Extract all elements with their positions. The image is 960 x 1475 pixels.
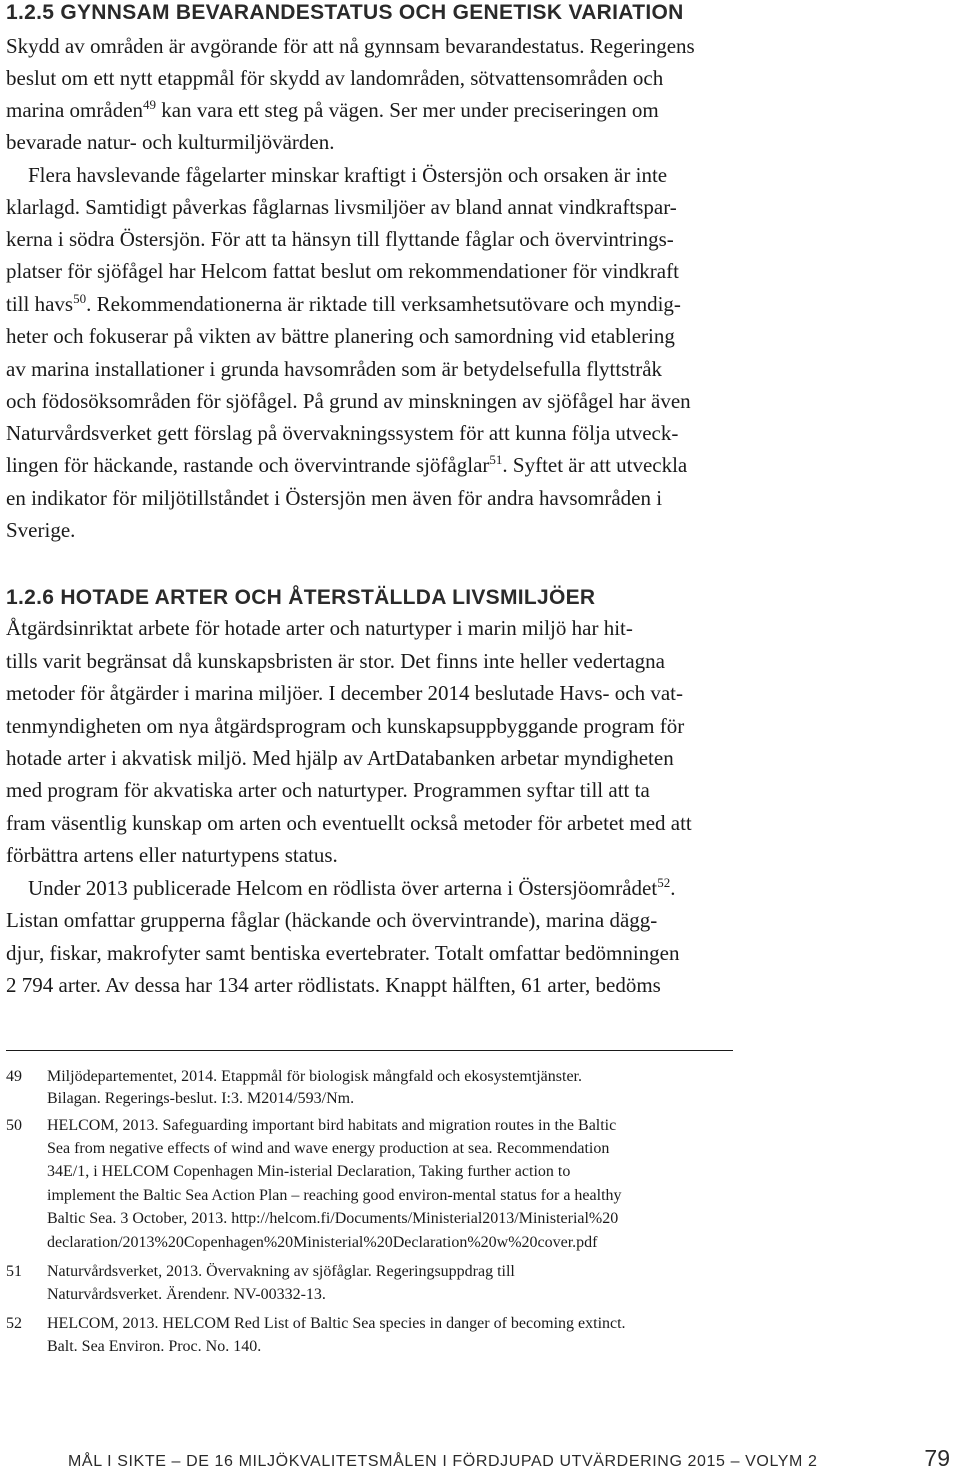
footnote-number: 50	[6, 1117, 22, 1134]
body-line: av marina installationer i grunda havsområden som är betydelsefulla flyttstråk	[6, 357, 663, 381]
body-line: kerna i södra Östersjön. För att ta hänsyn till flyttande fåglar och övervintrings-	[6, 227, 674, 251]
footnote-ref-49[interactable]: 49	[143, 97, 157, 112]
body-line: och födosöksområden för sjöfågel. På grund av minskningen av sjöfågel har även	[6, 389, 691, 413]
body-line: Listan omfattar grupperna fåglar (häckande och övervintrande), marina dägg-	[6, 908, 658, 932]
footnote-text: 34E/1, i HELCOM Copenhagen Min-isterial Declaration, Taking further action to	[47, 1163, 571, 1180]
footnote-ref-50[interactable]: 50	[73, 291, 87, 306]
body-line: förbättra artens eller naturtypens status.	[6, 843, 338, 867]
body-line: klarlagd. Samtidigt påverkas fåglarnas livsmiljöer av bland annat vindkraftspar-	[6, 195, 677, 219]
footnote-text: implement the Baltic Sea Action Plan – reaching good environ-mental status for a healthy	[47, 1187, 622, 1204]
footnote-text: Bilagan. Regerings-beslut. I:3. M2014/593/Nm.	[47, 1090, 355, 1107]
footnote-divider	[6, 1050, 733, 1051]
footnote-text: Balt. Sea Environ. Proc. No. 140.	[47, 1338, 262, 1355]
footnote-text: Miljödepartementet, 2014. Etappmål för biologisk mångfald och ekosystemtjänster.	[47, 1068, 582, 1085]
body-line: fram väsentlig kunskap om arten och eventuellt också metoder för arbetet med att	[6, 811, 692, 835]
body-line: platser för sjöfågel har Helcom fattat beslut om rekommendationer för vindkraft	[6, 259, 679, 283]
body-line: tenmyndigheten om nya åtgärdsprogram och kunskapsuppbyggande program för	[6, 714, 685, 738]
body-line: heter och fokuserar på vikten av bättre planering och samordning vid etablering	[6, 324, 675, 348]
body-line: beslut om ett nytt etappmål för skydd av landområden, sötvattensområden och	[6, 66, 664, 90]
body-line: Skydd av områden är avgörande för att nå gynnsam bevarandestatus. Regeringens	[6, 34, 695, 58]
footnote-text: Naturvårdsverket. Ärendenr. NV-00332-13.	[47, 1286, 326, 1303]
body-line: med program för akvatiska arter och naturtyper. Programmen syftar till att ta	[6, 778, 650, 802]
body-line: Åtgärdsinriktat arbete för hotade arter och naturtyper i marin miljö har hit-	[6, 616, 633, 640]
body-line: tills varit begränsat då kunskapsbristen är stor. Det finns inte heller vedertagna	[6, 649, 665, 673]
footnote-number: 49	[6, 1068, 22, 1085]
footnote-ref-51[interactable]: 51	[489, 452, 503, 467]
section-heading-1-2-6: 1.2.6 HOTADE ARTER OCH ÅTERSTÄLLDA LIVSMILJÖER	[6, 586, 596, 609]
body-line: lingen för häckande, rastande och övervintrande sjöfåglar$^{51}$. Syftet är att utveckla	[6, 452, 688, 477]
body-line: hotade arter i akvatisk miljö. Med hjälp av ArtDatabanken arbetar myndigheten	[6, 746, 674, 770]
footnote-text: HELCOM, 2013. HELCOM Red List of Baltic Sea species in danger of becoming extinct.	[47, 1315, 626, 1332]
body-line: Flera havslevande fågelarter minskar kraftigt i Östersjön och orsaken är inte	[28, 163, 668, 187]
footnote-link[interactable]: declaration/2013%20Copenhagen%20Ministerial%20Declaration%20w%20cover.pdf	[47, 1234, 598, 1251]
body-line: Sverige.	[6, 518, 76, 542]
body-line: marina områden$^{49}$ kan vara ett steg på vägen. Ser mer under preciseringen om	[6, 97, 659, 122]
footnote-number: 51	[6, 1263, 22, 1280]
body-line: djur, fiskar, makrofyter samt bentiska evertebrater. Totalt omfattar bedömningen	[6, 941, 680, 965]
footnote-text: HELCOM, 2013. Safeguarding important bird habitats and migration routes in the Baltic	[47, 1117, 617, 1134]
footnote-number: 52	[6, 1315, 22, 1332]
footnote-link[interactable]: Baltic Sea. 3 October, 2013. http://helcom.fi/Documents/Ministerial2013/Ministerial%20	[47, 1210, 619, 1227]
body-line: Naturvårdsverket gett förslag på övervakningssystem för att kunna följa utveck-	[6, 421, 679, 445]
body-line: en indikator för miljötillståndet i Östersjön men även för andra havsområden i	[6, 486, 663, 510]
body-line: metoder för åtgärder i marina miljöer. I december 2014 beslutade Havs- och vat-	[6, 681, 683, 705]
footnote-text: Naturvårdsverket, 2013. Övervakning av sjöfåglar. Regeringsuppdrag till	[47, 1263, 515, 1280]
body-line: bevarade natur- och kulturmiljövärden.	[6, 130, 335, 154]
running-footer: MÅL I SIKTE – DE 16 MILJÖKVALITETSMÅLEN I FÖRDJUPAD UTVÄRDERING 2015 – VOLYM 2	[68, 1453, 818, 1470]
body-line: till havs$^{50}$. Rekommendationerna är riktade till verksamhetsutövare och myndig-	[6, 291, 681, 316]
footnote-ref-52[interactable]: 52	[657, 875, 671, 890]
body-line: 2 794 arter. Av dessa har 134 arter rödlistats. Knappt hälften, 61 arter, bedöms	[6, 973, 661, 997]
footnote-text: Sea from negative effects of wind and wave energy production at sea. Recommendation	[47, 1140, 610, 1157]
section-heading-1-2-5: 1.2.5 GYNNSAM BEVARANDESTATUS OCH GENETISK VARIATION	[6, 1, 684, 24]
body-line: Under 2013 publicerade Helcom en rödlista över arterna i Östersjöområdet$^{52}$.	[28, 875, 676, 900]
page-number: 79	[924, 1445, 950, 1471]
